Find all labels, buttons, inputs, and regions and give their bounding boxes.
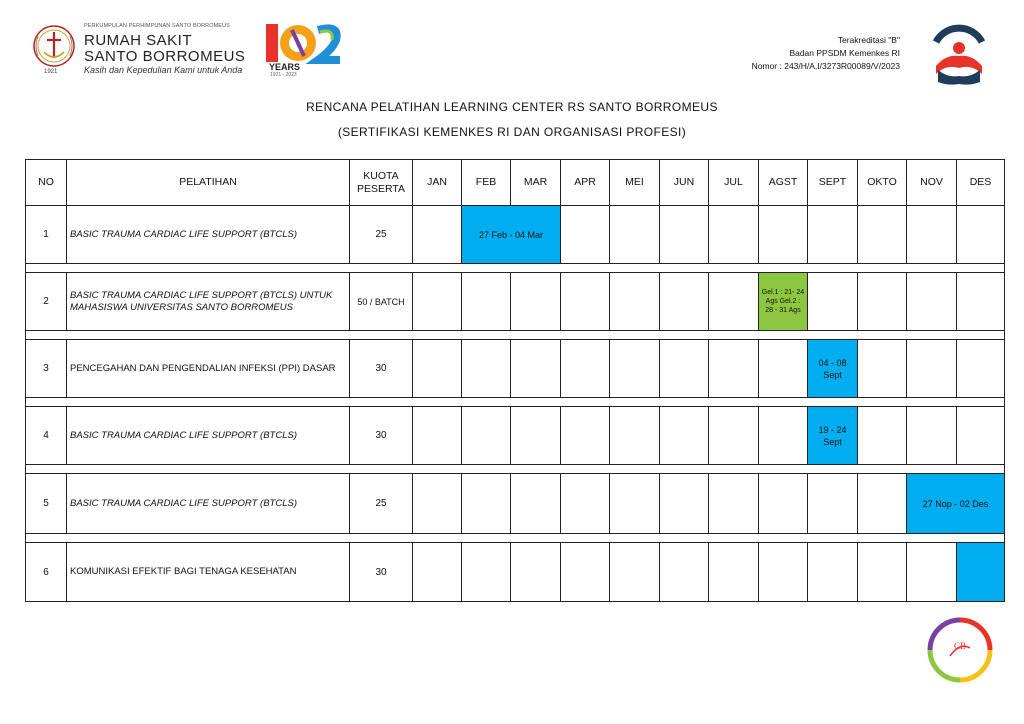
page-title: RENCANA PELATIHAN LEARNING CENTER RS SANTO BORROMEUS [306,100,718,114]
training-name: BASIC TRAUMA CARDIAC LIFE SUPPORT (BTCLS) [66,406,350,465]
month-cell [758,542,808,602]
month-cell [708,542,759,602]
accreditation-number: Nomor : 243/H/A.I/3273R00089/V/2023 [751,61,900,71]
column-header-kuota [349,159,413,206]
schedule-cell: 27 Feb - 04 Mar [461,205,561,264]
month-cell [906,205,957,264]
learning-center-logo [928,22,990,90]
column-header-kuota-line2: PESERTA [356,182,406,195]
quota-value: 25 [349,205,413,264]
month-cell [807,205,858,264]
hospital-association: PERKUMPULAN PERHIMPUNAN SANTO BORROMEUS [84,23,230,29]
schedule-cell: 19 - 24 Sept [807,406,858,465]
month-cell [807,272,858,331]
training-name: BASIC TRAUMA CARDIAC LIFE SUPPORT (BTCLS) UNTUK MAHASISWA UNIVERSITAS SANTO BORROMEUS [66,272,350,331]
month-cell [659,272,709,331]
month-cell [412,473,462,534]
quota-value: 25 [349,473,413,534]
month-cell [609,542,660,602]
column-header-month: SEPT [807,159,858,206]
row-number: 3 [25,339,67,398]
cb-circle-logo [924,616,996,684]
month-cell [412,205,462,264]
month-cell [857,205,907,264]
row-number: 5 [25,473,67,534]
month-cell [461,272,511,331]
row-number: 6 [25,542,67,602]
quota-value: 30 [349,542,413,602]
column-header-month: MEI [609,159,660,206]
month-cell [758,339,808,398]
column-header-month: JUN [659,159,709,206]
month-cell [412,542,462,602]
column-header-month: OKTO [857,159,907,206]
month-cell [906,339,957,398]
month-cell [857,542,907,602]
column-header-month: APR [560,159,610,206]
month-cell [510,542,561,602]
column-header-pelatihan: PELATIHAN [66,159,350,206]
month-cell [609,272,660,331]
month-cell [609,339,660,398]
page-subtitle: (SERTIFIKASI KEMENKES RI DAN ORGANISASI PROFESI) [337,125,687,139]
row-number: 1 [25,205,67,264]
column-header-month: FEB [461,159,511,206]
quota-value: 50 / BATCH [349,272,413,331]
month-cell [758,205,808,264]
month-cell [560,272,610,331]
month-cell [857,406,907,465]
month-cell [560,542,610,602]
month-cell [956,406,1005,465]
month-cell [659,542,709,602]
month-cell [708,272,759,331]
month-cell [412,406,462,465]
column-header-month: JUL [708,159,759,206]
month-cell [857,339,907,398]
month-cell [956,205,1005,264]
month-cell [461,473,511,534]
column-header-month: DES [956,159,1005,206]
row-number: 4 [25,406,67,465]
month-cell [560,205,610,264]
schedule-cell [956,542,1005,602]
month-cell [560,406,610,465]
month-cell [560,473,610,534]
month-cell [461,542,511,602]
cb-logo-text: CB [953,641,967,651]
month-cell [906,272,957,331]
month-cell [906,406,957,465]
month-cell [659,473,709,534]
training-name: KOMUNIKASI EFEKTIF BAGI TENAGA KESEHATAN [66,542,350,602]
month-cell [560,339,610,398]
training-schedule-table [25,159,1005,602]
month-cell [807,473,858,534]
training-name: BASIC TRAUMA CARDIAC LIFE SUPPORT (BTCLS) [66,205,350,264]
training-name: PENCEGAHAN DAN PENGENDALIAN INFEKSI (PPI) DASAR [66,339,350,398]
hospital-name-line1: RUMAH SAKIT [84,31,193,49]
month-cell [510,272,561,331]
schedule-cell: 27 Nop - 02 Des [906,473,1005,534]
founded-year: 1921 [44,69,58,75]
schedule-cell: 04 - 08 Sept [807,339,858,398]
schedule-cell: Gel.1 : 21- 24 Ags Gel.2 : 28 - 31 Ags [758,272,808,331]
hospital-identity [84,24,245,75]
column-header-kuota-line1: KUOTA [363,169,399,182]
month-cell [956,339,1005,398]
column-header-no: NO [25,159,67,206]
month-cell [461,339,511,398]
training-name: BASIC TRAUMA CARDIAC LIFE SUPPORT (BTCLS) [66,473,350,534]
column-header-month: AGST [758,159,808,206]
month-cell [857,473,907,534]
month-cell [412,339,462,398]
month-cell [758,406,808,465]
month-cell [609,205,660,264]
column-header-month: MAR [510,159,561,206]
row-number: 2 [25,272,67,331]
month-cell [857,272,907,331]
month-cell [461,406,511,465]
accreditation-block [752,34,900,73]
month-cell [510,406,561,465]
month-cell [956,272,1005,331]
month-cell [659,205,709,264]
column-header-month: NOV [906,159,957,206]
month-cell [510,473,561,534]
accreditation-status: Terakreditasi "B" [837,35,900,45]
month-cell [609,406,660,465]
month-cell [708,205,759,264]
month-cell [708,473,759,534]
month-cell [906,542,957,602]
quota-value: 30 [349,339,413,398]
hospital-name-line2: SANTO BORROMEUS [84,47,246,65]
month-cell [659,406,709,465]
month-cell [758,473,808,534]
anniversary-range: 1921 - 2023 [270,72,297,78]
hospital-crest-icon [30,22,78,74]
month-cell [609,473,660,534]
month-cell [807,542,858,602]
month-cell [659,339,709,398]
month-cell [708,406,759,465]
anniversary-label: YEARS [269,62,301,72]
hospital-tagline: Kasih dan Kepedulian Kami untuk Anda [84,64,243,75]
month-cell [708,339,759,398]
month-cell [412,272,462,331]
accreditation-body: Badan PPSDM Kemenkes RI [789,48,900,58]
month-cell [510,339,561,398]
column-header-month: JAN [412,159,462,206]
quota-value: 30 [349,406,413,465]
